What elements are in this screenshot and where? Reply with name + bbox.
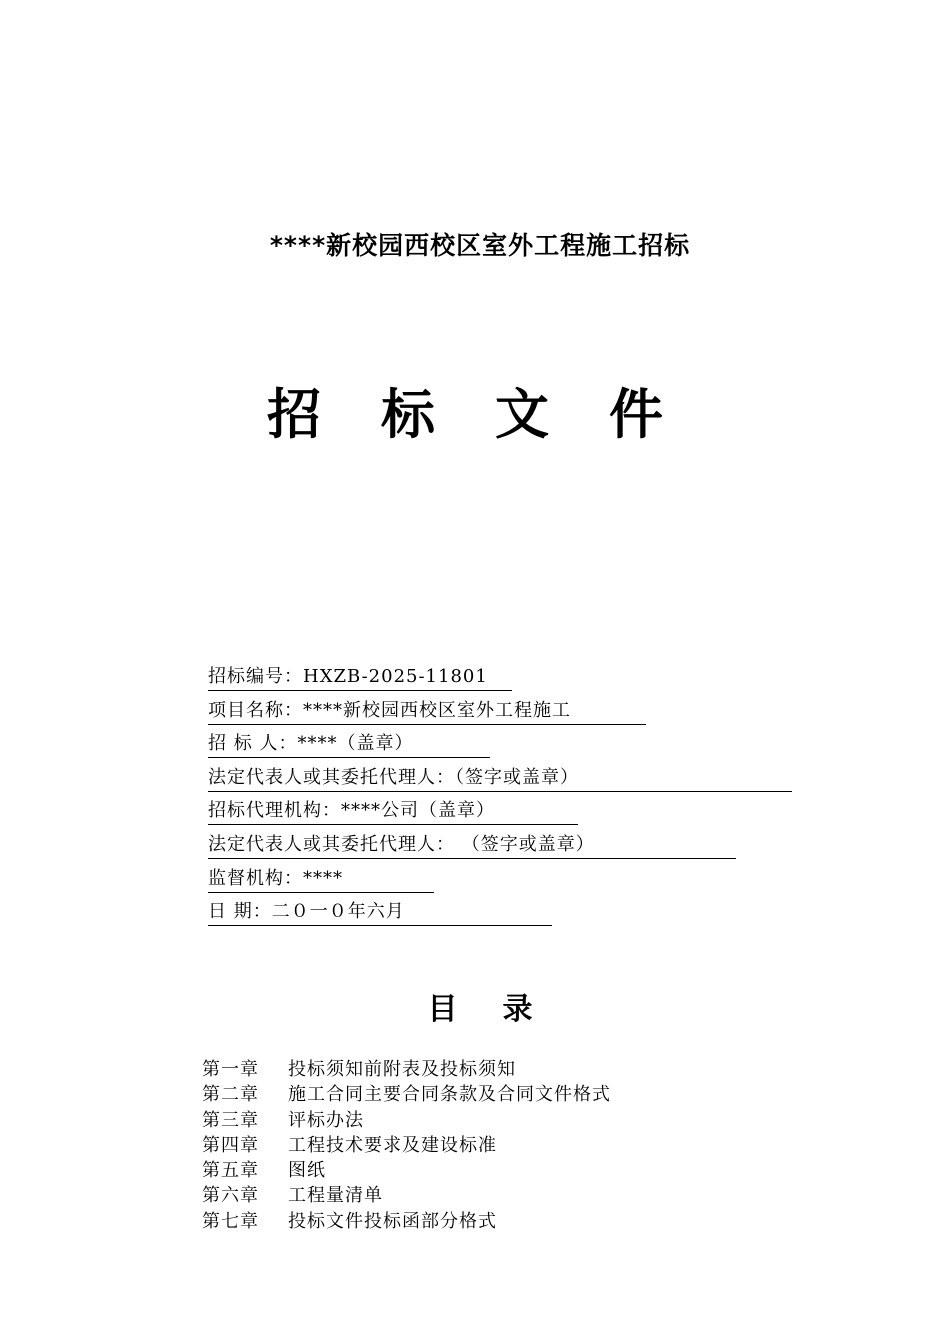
toc-item [202, 1133, 611, 1158]
toc-chapter-title: 工程量清单 [288, 1185, 383, 1207]
info-text: 法定代表人或其委托代理人： （签字或盖章） [208, 832, 736, 859]
toc-item [202, 1082, 611, 1107]
table-of-contents [202, 1057, 611, 1234]
toc-chapter-title: 投标须知前附表及投标须知 [288, 1059, 516, 1080]
tender-info-block [208, 664, 792, 933]
toc-item [202, 1158, 611, 1183]
toc-item [202, 1108, 611, 1133]
toc-chapter-title: 工程技术要求及建设标准 [288, 1134, 497, 1156]
toc-chapter: 第六章 [202, 1185, 259, 1207]
toc-chapter-title: 图纸 [288, 1160, 326, 1182]
document-title: 招标文件 [267, 382, 723, 446]
toc-chapter: 第三章 [202, 1109, 259, 1131]
toc-item [202, 1209, 611, 1234]
info-line-tender-agency [208, 798, 792, 832]
toc-chapter: 第四章 [202, 1134, 259, 1156]
info-text: 日 期：二０一０年六月 [208, 899, 552, 926]
toc-chapter: 第七章 [202, 1210, 259, 1232]
info-text: 招标编号：HXZB-2025-11801 [208, 664, 512, 691]
info-line-supervisor [208, 866, 792, 900]
toc-chapter-title: 施工合同主要合同条款及合同文件格式 [288, 1084, 611, 1106]
toc-item [202, 1183, 611, 1208]
toc-chapter: 第二章 [202, 1084, 259, 1106]
info-text: 法定代表人或其委托代理人：（签字或盖章） [208, 765, 792, 792]
toc-chapter-title: 投标文件投标函部分格式 [288, 1210, 497, 1232]
toc-item [202, 1057, 611, 1082]
info-line-legal-representative [208, 765, 792, 799]
info-text: 招 标 人：****（盖章） [208, 731, 490, 758]
info-text: 监督机构：**** [208, 866, 434, 893]
info-text: 招标代理机构：****公司（盖章） [208, 798, 578, 825]
info-line-tenderer [208, 731, 792, 765]
info-text: 项目名称：****新校园西校区室外工程施工 [208, 698, 646, 725]
toc-chapter: 第一章 [202, 1059, 259, 1080]
info-line-date [208, 899, 792, 933]
info-line-project-name [208, 698, 792, 732]
project-title: ****新校园西校区室外工程施工招标 [269, 231, 691, 260]
toc-chapter: 第五章 [202, 1160, 259, 1182]
toc-title: 目录 [427, 992, 578, 1027]
toc-chapter-title: 评标办法 [288, 1109, 364, 1131]
info-line-tender-number [208, 664, 792, 698]
info-line-agency-representative [208, 832, 792, 866]
